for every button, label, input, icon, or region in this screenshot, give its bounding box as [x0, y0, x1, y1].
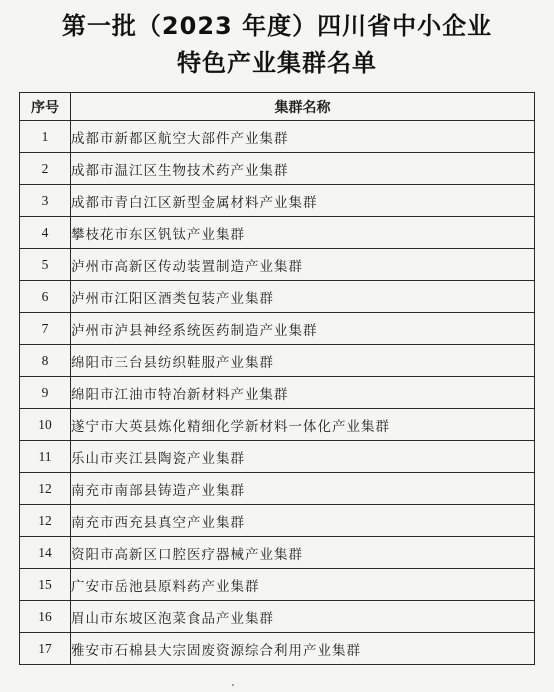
column-header-serial-number: 序号 — [20, 93, 71, 121]
table-body — [20, 121, 535, 665]
serial-number-cell: 5 — [20, 249, 71, 281]
table-row — [20, 569, 535, 601]
cluster-name-cell: 乐山市夹江县陶瓷产业集群 — [71, 441, 535, 473]
table-row — [20, 153, 535, 185]
table-row — [20, 633, 535, 665]
serial-number-cell: 17 — [20, 633, 71, 665]
table-row — [20, 281, 535, 313]
serial-number-cell: 6 — [20, 281, 71, 313]
serial-number-cell: 12 — [20, 473, 71, 505]
table-row — [20, 409, 535, 441]
column-header-cluster-name: 集群名称 — [71, 93, 535, 121]
document-title-line-2: 特色产业集群名单 — [177, 49, 377, 77]
cluster-name-cell: 成都市青白江区新型金属材料产业集群 — [71, 185, 535, 217]
cluster-name-cell: 泸州市高新区传动装置制造产业集群 — [71, 249, 535, 281]
table-row — [20, 601, 535, 633]
cluster-list-table — [19, 92, 535, 665]
table-row — [20, 249, 535, 281]
cluster-name-cell: 资阳市高新区口腔医疗器械产业集群 — [71, 537, 535, 569]
cluster-name-cell: 南充市西充县真空产业集群 — [71, 505, 535, 537]
cluster-name-cell: 泸州市江阳区酒类包装产业集群 — [71, 281, 535, 313]
serial-number-cell: 9 — [20, 377, 71, 409]
table-row — [20, 441, 535, 473]
serial-number-cell: 1 — [20, 121, 71, 153]
table-row — [20, 121, 535, 153]
serial-number-cell: 14 — [20, 537, 71, 569]
cluster-name-cell: 泸州市泸县神经系统医药制造产业集群 — [71, 313, 535, 345]
serial-number-cell: 8 — [20, 345, 71, 377]
serial-number-cell: 7 — [20, 313, 71, 345]
serial-number-cell: 15 — [20, 569, 71, 601]
table-header-row — [20, 93, 535, 121]
cluster-name-cell: 南充市南部县铸造产业集群 — [71, 473, 535, 505]
serial-number-cell: 4 — [20, 217, 71, 249]
document-title-line-1: 第一批（2023 年度）四川省中小企业 — [61, 12, 493, 40]
table-row — [20, 217, 535, 249]
serial-number-cell: 16 — [20, 601, 71, 633]
table-row — [20, 505, 535, 537]
serial-number-cell: 2 — [20, 153, 71, 185]
cluster-name-cell: 遂宁市大英县炼化精细化学新材料一体化产业集群 — [71, 409, 535, 441]
table-row — [20, 313, 535, 345]
table-row — [20, 377, 535, 409]
table-row — [20, 185, 535, 217]
cluster-name-cell: 绵阳市江油市特冶新材料产业集群 — [71, 377, 535, 409]
serial-number-cell: 12 — [20, 505, 71, 537]
table-row — [20, 537, 535, 569]
cluster-name-cell: 成都市温江区生物技术药产业集群 — [71, 153, 535, 185]
cluster-name-cell: 眉山市东坡区泡菜食品产业集群 — [71, 601, 535, 633]
cluster-name-cell: 绵阳市三台县纺织鞋服产业集群 — [71, 345, 535, 377]
serial-number-cell: 10 — [20, 409, 71, 441]
serial-number-cell: 11 — [20, 441, 71, 473]
table-row — [20, 345, 535, 377]
cluster-name-cell: 广安市岳池县原料药产业集群 — [71, 569, 535, 601]
serial-number-cell: 3 — [20, 185, 71, 217]
table-row — [20, 473, 535, 505]
scan-speck — [232, 684, 234, 686]
cluster-name-cell: 成都市新都区航空大部件产业集群 — [71, 121, 535, 153]
cluster-name-cell: 攀枝花市东区钒钛产业集群 — [71, 217, 535, 249]
cluster-name-cell: 雅安市石棉县大宗固废资源综合利用产业集群 — [71, 633, 535, 665]
